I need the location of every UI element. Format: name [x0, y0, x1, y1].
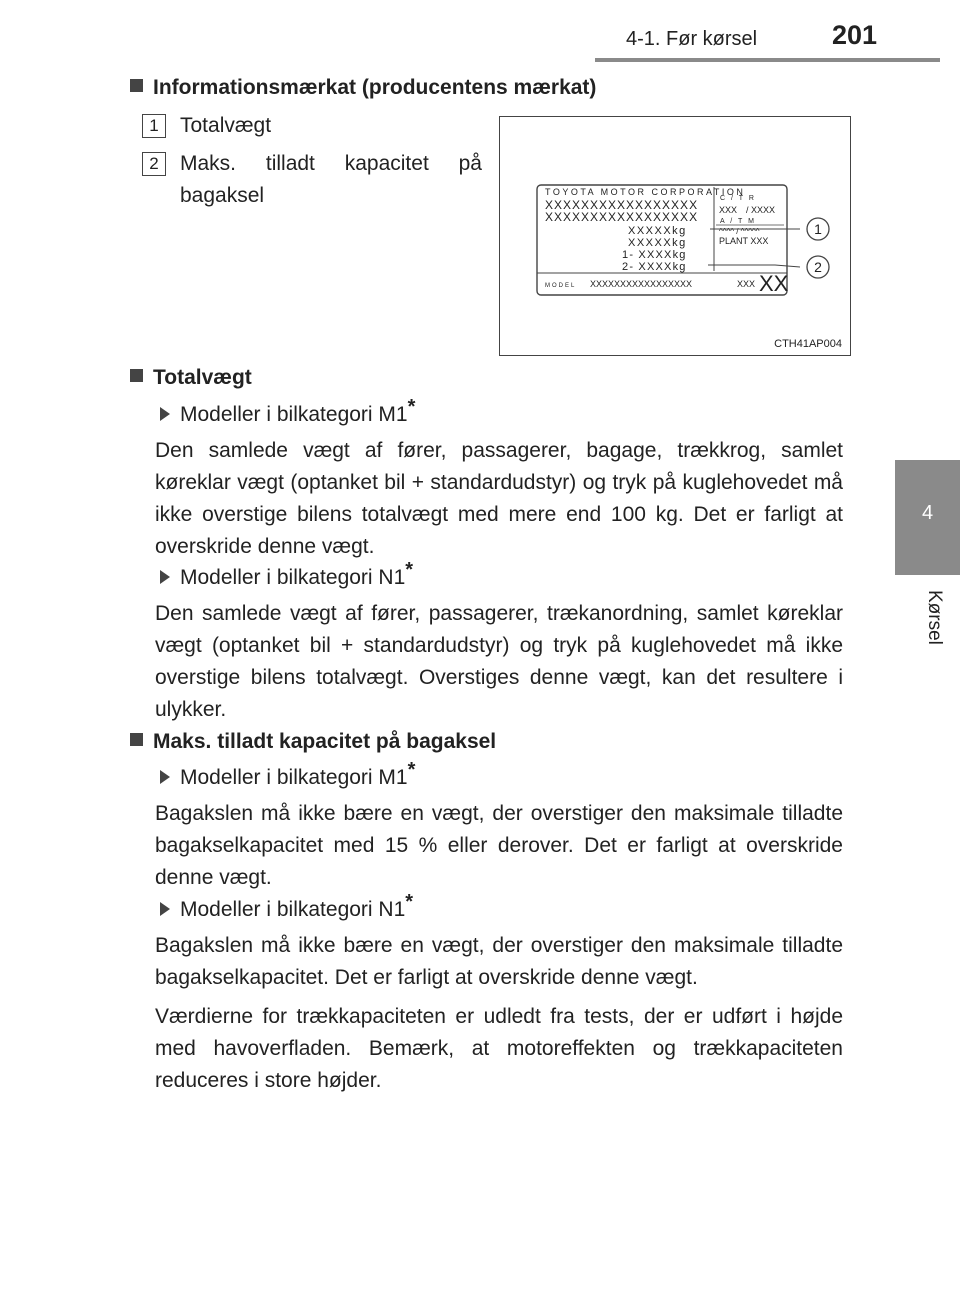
triangle-bullet-icon	[160, 407, 170, 421]
heading-text: Maks. tilladt kapacitet på bagaksel	[153, 730, 497, 753]
callout-number: 1	[814, 221, 822, 237]
heading-text: Informationsmærkat (producentens mærkat)	[153, 76, 597, 99]
header-rule	[595, 58, 940, 62]
heading-total-weight	[130, 366, 252, 390]
label-xxx: XXX	[719, 205, 738, 215]
label-xxxx: / XXXX	[746, 205, 776, 215]
label-plant: PLANT XXX	[719, 236, 769, 246]
subheading-text: Modeller i bilkategori M1	[180, 766, 408, 789]
asterisk-mark: *	[407, 396, 416, 418]
list-item	[142, 110, 482, 142]
paragraph: Værdierne for trækkapaciteten er udledt fra tests, der er udført i højde med havoverfladen. Bemærk, at motoreffekten og trækkapaciteten reduceres i store højder.	[155, 1005, 843, 1092]
square-bullet-icon	[130, 369, 143, 382]
asterisk-mark: *	[405, 891, 414, 913]
heading-rear-axle	[130, 730, 496, 754]
label-diagram	[500, 117, 850, 355]
subheading-n1	[160, 559, 414, 590]
label-carets: ^^^^ / ^^^^^	[719, 227, 760, 236]
subheading-text: Modeller i bilkategori N1	[180, 566, 406, 589]
callout-line-2	[708, 265, 800, 267]
paragraph: Den samlede vægt af fører, passagerer, bagage, trækkrog, samlet køreklar vægt (optanket bil + standardudstyr) og tryk på kuglehovedet må ikke overstige bilens totalvægt med mere end 100 kg. Det er farligt at overskride denne vægt.	[155, 439, 843, 558]
page-number: 201	[832, 20, 878, 50]
label-ctr: C / T R	[720, 195, 756, 202]
paragraph: Bagakslen må ikke bære en vægt, der overstiger den maksimale tilladte bagakselkapacitet med 15 % eller derover. Det er farligt at overskride denne vægt.	[155, 802, 843, 889]
label-axle: 2- XXXXkg	[622, 261, 687, 273]
numbered-list	[142, 110, 482, 218]
label-row: XXXXXXXXXXXXXXXXX	[545, 198, 699, 212]
subheading-text: Modeller i bilkategori N1	[180, 898, 406, 921]
callout-number: 2	[814, 259, 822, 275]
label-weight: XXXXXkg	[628, 237, 687, 249]
paragraph: Bagakslen må ikke bære en vægt, der overstiger den maksimale tilladte bagakselkapacitet. Det er farligt at overskride denne vægt.	[155, 934, 843, 989]
label-illustration	[499, 116, 851, 356]
list-item-text: Totalvægt	[180, 114, 272, 137]
asterisk-mark: *	[407, 759, 416, 781]
label-xxx-bottom: XXX	[737, 279, 756, 289]
chapter-tab	[895, 460, 960, 575]
figure-code: CTH41AP004	[774, 338, 842, 350]
square-bullet-icon	[130, 733, 143, 746]
page-header	[0, 0, 960, 70]
number-badge: 1	[142, 114, 166, 138]
subheading-n1	[160, 891, 414, 922]
label-model: MODEL	[545, 283, 577, 289]
triangle-bullet-icon	[160, 770, 170, 784]
number-badge: 2	[142, 152, 166, 176]
section-title: 4-1. Før kørsel	[626, 28, 758, 50]
label-weight: XXXXXkg	[628, 225, 687, 237]
label-model-value: XXXXXXXXXXXXXXXXX	[590, 279, 693, 289]
triangle-bullet-icon	[160, 902, 170, 916]
label-manufacturer: TOYOTA MOTOR CORPORATION	[545, 187, 746, 197]
label-row: XXXXXXXXXXXXXXXXX	[545, 210, 699, 224]
list-item	[142, 148, 482, 212]
list-item-text: Maks. tilladt kapacitet på bagaksel	[180, 152, 482, 207]
label-atm: A / T M	[720, 218, 756, 225]
heading-text: Totalvægt	[153, 366, 252, 389]
label-axle: 1- XXXXkg	[622, 249, 687, 261]
chapter-number: 4	[921, 502, 934, 524]
chapter-label: Kørsel	[924, 590, 945, 645]
paragraph: Den samlede vægt af fører, passagerer, trækanordning, samlet køreklar vægt (optanket bil + standardudstyr) og tryk på kuglehovedet må ikke overstige bilens totalvægt. Overstiges denne vægt, kan det resultere i ulykker.	[155, 602, 843, 721]
subheading-m1	[160, 396, 416, 427]
label-xx-big: XX	[759, 271, 789, 296]
heading-information-label	[130, 76, 596, 100]
triangle-bullet-icon	[160, 570, 170, 584]
subheading-m1	[160, 759, 416, 790]
asterisk-mark: *	[405, 559, 414, 581]
square-bullet-icon	[130, 79, 143, 92]
subheading-text: Modeller i bilkategori M1	[180, 403, 408, 426]
